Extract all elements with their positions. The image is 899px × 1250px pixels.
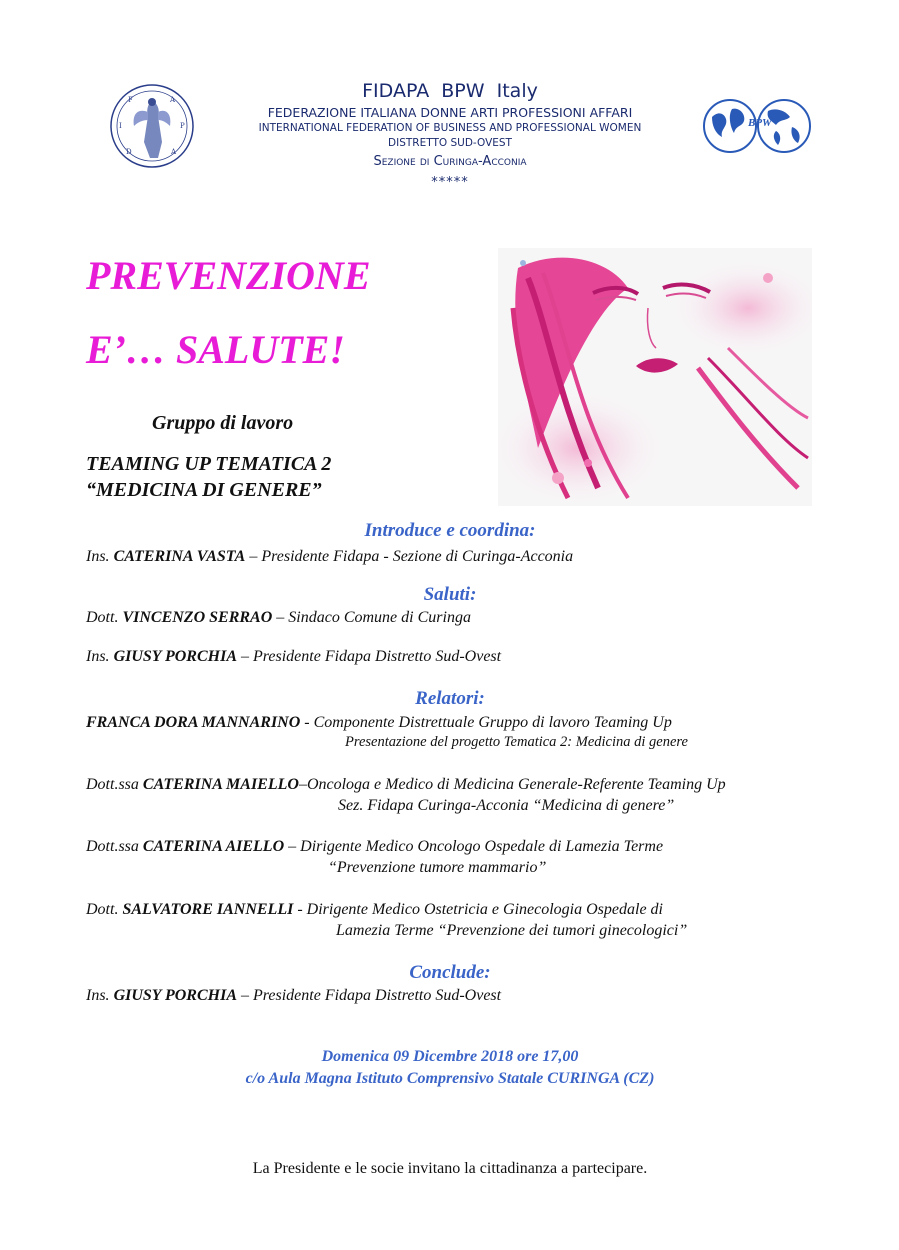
svg-text:F: F: [128, 96, 133, 104]
introduce-line: [86, 548, 573, 566]
bpw-logo-text: BPW: [748, 117, 772, 129]
conclude-line: [86, 987, 501, 1005]
relatore-topic: Presentazione del progetto Tematica 2: Medicina di genere: [345, 734, 688, 750]
invitation-text: La Presidente e le socie invitano la cittadinanza a partecipare.: [252, 1160, 648, 1177]
conclude-heading: Conclude:: [409, 962, 491, 983]
relatore-item: [86, 838, 663, 856]
speaker-role: - Dirigente Medico Ostetricia e Ginecologia Ospedale di: [293, 901, 663, 918]
title-prefix: Ins.: [86, 548, 114, 565]
introduce-heading: Introduce e coordina:: [364, 520, 536, 541]
theme-line-2: “MEDICINA DI GENERE”: [86, 479, 322, 501]
speaker-name: CATERINA MAIELLO: [142, 776, 299, 793]
speaker-name: SALVATORE IANNELLI: [122, 901, 294, 918]
speaker-name: CATERINA AIELLO: [142, 838, 285, 855]
bpw-globe-logo: [702, 97, 812, 155]
speaker-name: VINCENZO SERRAO: [122, 609, 273, 626]
saluti-item: [86, 609, 471, 627]
svg-text:A: A: [170, 96, 176, 104]
svg-text:P: P: [180, 122, 185, 130]
relatore-item: [86, 901, 663, 919]
stars-divider: *****: [431, 175, 469, 190]
group-label: Gruppo di lavoro: [152, 412, 294, 434]
relatore-item: [86, 776, 726, 794]
svg-text:I: I: [119, 122, 122, 130]
speaker-role: – Dirigente Medico Oncologo Ospedale di Lamezia Terme: [284, 838, 664, 855]
relatore-topic: Sez. Fidapa Curinga-Acconia “Medicina di genere”: [338, 797, 675, 814]
title-prefix: Dott.: [86, 901, 123, 918]
org-title: FIDAPA BPW Italy: [362, 80, 538, 102]
federation-italian: FEDERAZIONE ITALIANA DONNE ARTI PROFESSIONI AFFARI: [267, 105, 633, 120]
relatore-topic: “Prevenzione tumore mammario”: [328, 859, 547, 876]
fidapa-logo: [108, 82, 196, 170]
title-prefix: Dott.: [86, 609, 123, 626]
speaker-role: – Presidente Fidapa Distretto Sud-Ovest: [237, 648, 502, 665]
theme-line-1: TEAMING UP TEMATICA 2: [86, 453, 332, 475]
saluti-item: [86, 648, 501, 666]
title-prefix: Dott.ssa: [86, 838, 143, 855]
title-prefix: Ins.: [86, 648, 114, 665]
speaker-name: GIUSY PORCHIA: [113, 987, 237, 1004]
federation-english: INTERNATIONAL FEDERATION OF BUSINESS AND PROFESSIONAL WOMEN: [258, 122, 642, 134]
speaker-role: – Presidente Fidapa Distretto Sud-Ovest: [237, 987, 502, 1004]
speaker-role: –Oncologa e Medico di Medicina Generale-Referente Teaming Up: [298, 776, 726, 793]
event-venue: c/o Aula Magna Istituto Comprensivo Statale CURINGA (CZ): [245, 1070, 655, 1087]
svg-text:D: D: [126, 148, 132, 156]
relatori-heading: Relatori:: [415, 688, 485, 709]
svg-text:A: A: [171, 148, 177, 156]
title-prefix: Dott.ssa: [86, 776, 143, 793]
title-line-1: PREVENZIONE: [86, 253, 371, 298]
event-date: Domenica 09 Dicembre 2018 ore 17,00: [321, 1048, 579, 1065]
speaker-name: CATERINA VASTA: [113, 548, 246, 565]
title-line-2: E’… SALUTE!: [86, 327, 345, 372]
title-prefix: Ins.: [86, 987, 114, 1004]
district-label: DISTRETTO SUD-OVEST: [388, 137, 512, 149]
section-label: Sezione di Curinga-Acconia: [373, 154, 527, 169]
speaker-role: - Componente Distrettuale Gruppo di lavoro Teaming Up: [300, 714, 672, 731]
speaker-role: – Sindaco Comune di Curinga: [272, 609, 471, 626]
saluti-heading: Saluti:: [423, 584, 477, 605]
speaker-name: FRANCA DORA MANNARINO: [86, 714, 301, 731]
relatore-topic: Lamezia Terme “Prevenzione dei tumori ginecologici”: [336, 922, 688, 939]
speaker-role: – Presidente Fidapa - Sezione di Curinga-Acconia: [245, 548, 574, 565]
relatore-item: [86, 714, 672, 732]
speaker-name: GIUSY PORCHIA: [113, 648, 237, 665]
woman-face-illustration: [498, 248, 812, 506]
